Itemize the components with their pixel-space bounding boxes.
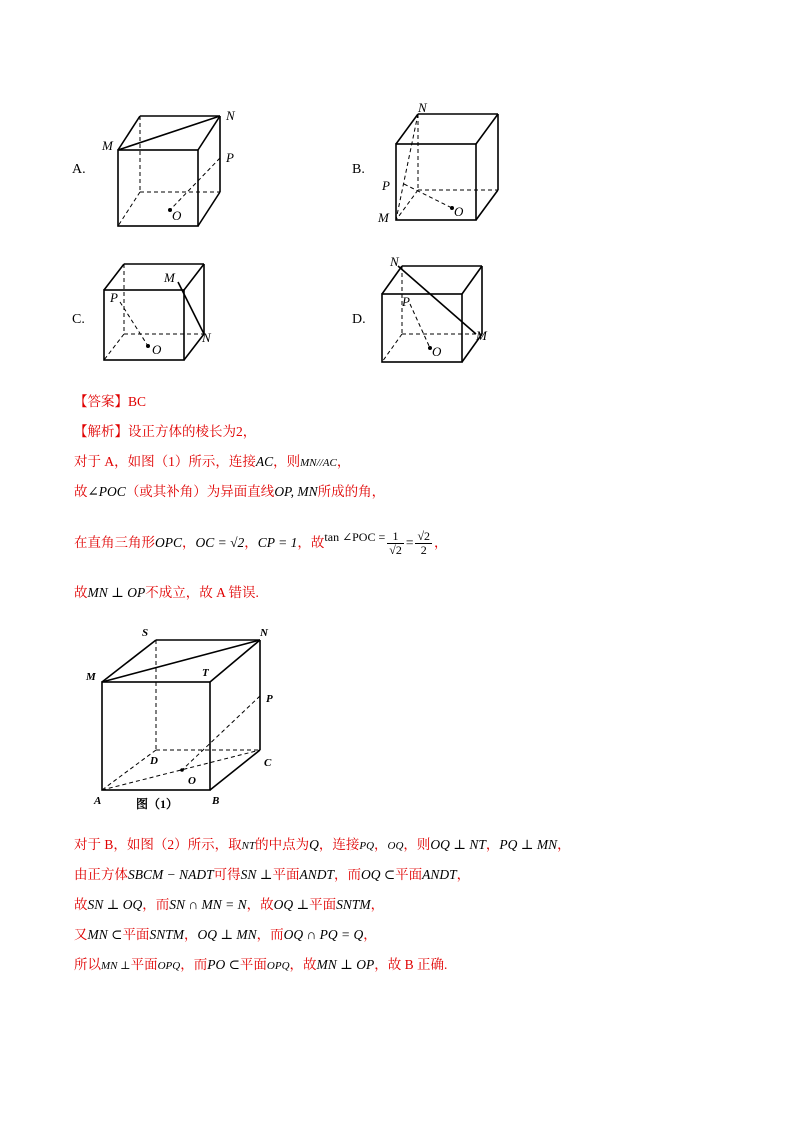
text: ，而 — [142, 897, 170, 912]
text: 故 — [74, 484, 88, 499]
text: 故 — [74, 897, 88, 912]
math: OQ — [387, 840, 404, 852]
text: ， — [363, 927, 377, 942]
point-m: M — [102, 138, 113, 153]
point-p: P — [382, 178, 390, 193]
point-t: T — [202, 667, 209, 679]
math: OQ ∩ PQ = Q — [283, 927, 364, 942]
fraction-numerator: √2 — [417, 529, 431, 544]
point-p: P — [110, 290, 118, 305]
math: PQ ⊥ MN — [499, 837, 558, 852]
text: 平面 — [130, 957, 158, 972]
fraction — [415, 530, 432, 557]
text: （或其补角）为异面直线 — [125, 484, 275, 499]
text: ，而 — [256, 927, 284, 942]
text: ， — [244, 535, 258, 550]
point-n: N — [226, 108, 235, 123]
math: MN ⊂ — [87, 927, 123, 942]
math: AC — [255, 454, 274, 469]
option-b-cube-figure — [374, 98, 514, 228]
math: SNTM — [336, 897, 371, 912]
analysis-line-2 — [74, 452, 350, 473]
math: MN//AC — [300, 457, 337, 469]
text: ， — [434, 535, 448, 550]
option-b-label: B. — [352, 162, 365, 177]
math: CP = 1 — [257, 535, 298, 550]
math: = — [405, 535, 414, 550]
point-p: P — [226, 150, 234, 165]
analysis-line-8 — [74, 895, 384, 915]
analysis-line-5 — [74, 583, 259, 603]
math: MN ⊥ OP — [87, 585, 146, 600]
text: 所以 — [74, 957, 101, 972]
point-n: N — [418, 100, 427, 115]
text: ，故 — [289, 957, 317, 972]
point-n: N — [260, 627, 268, 639]
text: ， — [374, 837, 388, 852]
point-c: C — [264, 757, 272, 769]
math: ∠POC — [87, 484, 126, 499]
fraction-numerator: 1 — [387, 530, 404, 544]
math: ANDT — [299, 867, 334, 882]
point-s: S — [142, 627, 149, 639]
point-o: O — [454, 204, 464, 219]
answer-value: BC — [128, 394, 147, 409]
analysis-line-7 — [74, 865, 470, 885]
text: ， — [182, 535, 196, 550]
point-m: M — [378, 210, 389, 225]
math: OQ ⊥ — [273, 897, 310, 912]
analysis-line-1 — [74, 422, 256, 442]
answer-line — [74, 392, 146, 412]
point-p: P — [266, 693, 273, 705]
math: NT — [241, 840, 256, 852]
option-c-label: C. — [72, 312, 85, 327]
analysis-line-9 — [74, 925, 377, 945]
math: OC = √2 — [195, 535, 245, 550]
text: 所成的角， — [317, 484, 386, 499]
option-a-cube-figure — [96, 100, 246, 230]
analysis-line-10 — [74, 955, 447, 976]
text: 设正方体的棱长为2， — [128, 424, 257, 439]
option-c-cube-figure — [92, 254, 232, 369]
figure-1-cube — [84, 620, 294, 815]
point-m: M — [164, 270, 175, 285]
option-d-cube-figure — [372, 254, 512, 369]
math: SN ⊥ OQ — [87, 897, 143, 912]
text: 平面 — [309, 897, 337, 912]
figure-1-caption: 图（1） — [136, 797, 179, 811]
point-o: O — [172, 208, 182, 223]
point-a: A — [94, 795, 102, 807]
point-o: O — [188, 775, 196, 787]
text: ， — [370, 897, 385, 912]
text: 对于 B，如图（2）所示，取 — [74, 837, 242, 852]
text: ， — [183, 927, 198, 942]
math: PO ⊂ — [207, 957, 240, 972]
math: PQ — [359, 840, 375, 852]
analysis-line-3 — [74, 482, 385, 502]
text: ，故 — [246, 897, 274, 912]
math: MN ⊥ OP — [316, 957, 375, 972]
text: ，而 — [333, 867, 361, 882]
answer-tag: 【答案】 — [74, 394, 128, 409]
text: 不成立，故 A 错误. — [145, 585, 259, 600]
option-a-label: A. — [72, 162, 86, 177]
text: 平面 — [272, 867, 300, 882]
option-d-label: D. — [352, 312, 366, 327]
text: 平面 — [239, 957, 267, 972]
text: 又 — [74, 927, 88, 942]
math: OP, MN — [274, 484, 318, 499]
math: OQ ⊥ NT — [430, 837, 486, 852]
text: 的中点为 — [255, 837, 310, 852]
text: 在直角三角形 — [74, 535, 155, 550]
text: ，则 — [403, 837, 431, 852]
text: 故 — [74, 585, 88, 600]
text: ，故 — [297, 535, 325, 550]
point-n: N — [390, 254, 399, 269]
text: ， — [336, 454, 351, 469]
point-m: M — [476, 328, 487, 343]
text: ， — [456, 867, 471, 882]
math: MN ⊥ — [101, 960, 131, 972]
text: ， — [557, 837, 571, 852]
point-b: B — [212, 795, 220, 807]
analysis-line-6 — [74, 835, 571, 856]
analysis-line-4 — [74, 520, 448, 560]
text: 可得 — [213, 867, 241, 882]
point-d: D — [150, 755, 158, 767]
math: OQ ⊥ MN — [197, 927, 257, 942]
text: ，连接 — [318, 837, 360, 852]
math: OPQ — [157, 960, 181, 972]
math: Q — [309, 837, 319, 852]
point-n: N — [202, 330, 211, 345]
point-m: M — [86, 671, 96, 683]
point-p: P — [402, 294, 410, 309]
math: SN ∩ MN = N — [169, 897, 247, 912]
point-o: O — [432, 344, 442, 359]
math: ANDT — [422, 867, 457, 882]
point-o: O — [152, 342, 162, 357]
math: OPQ — [266, 960, 290, 972]
text: 由正方体 — [74, 867, 128, 882]
text: 对于 A，如图（1）所示，连接 — [74, 454, 256, 469]
math: SBCM − NADT — [128, 867, 214, 882]
fraction-denominator: 2 — [420, 543, 427, 558]
math: OQ ⊂ — [360, 867, 396, 882]
text: ，则 — [273, 454, 301, 469]
text: ，故 B 正确. — [374, 957, 448, 972]
analysis-tag: 【解析】 — [74, 424, 128, 439]
text: ， — [485, 837, 500, 852]
fraction — [387, 530, 404, 557]
text: 平面 — [395, 867, 423, 882]
text: ，而 — [180, 957, 208, 972]
math: OPC — [155, 535, 182, 550]
math: SN ⊥ — [240, 867, 273, 882]
fraction-denominator: √2 — [389, 543, 402, 558]
text: 平面 — [122, 927, 150, 942]
math: SNTM — [149, 927, 184, 942]
math: tan ∠POC = — [324, 530, 386, 544]
